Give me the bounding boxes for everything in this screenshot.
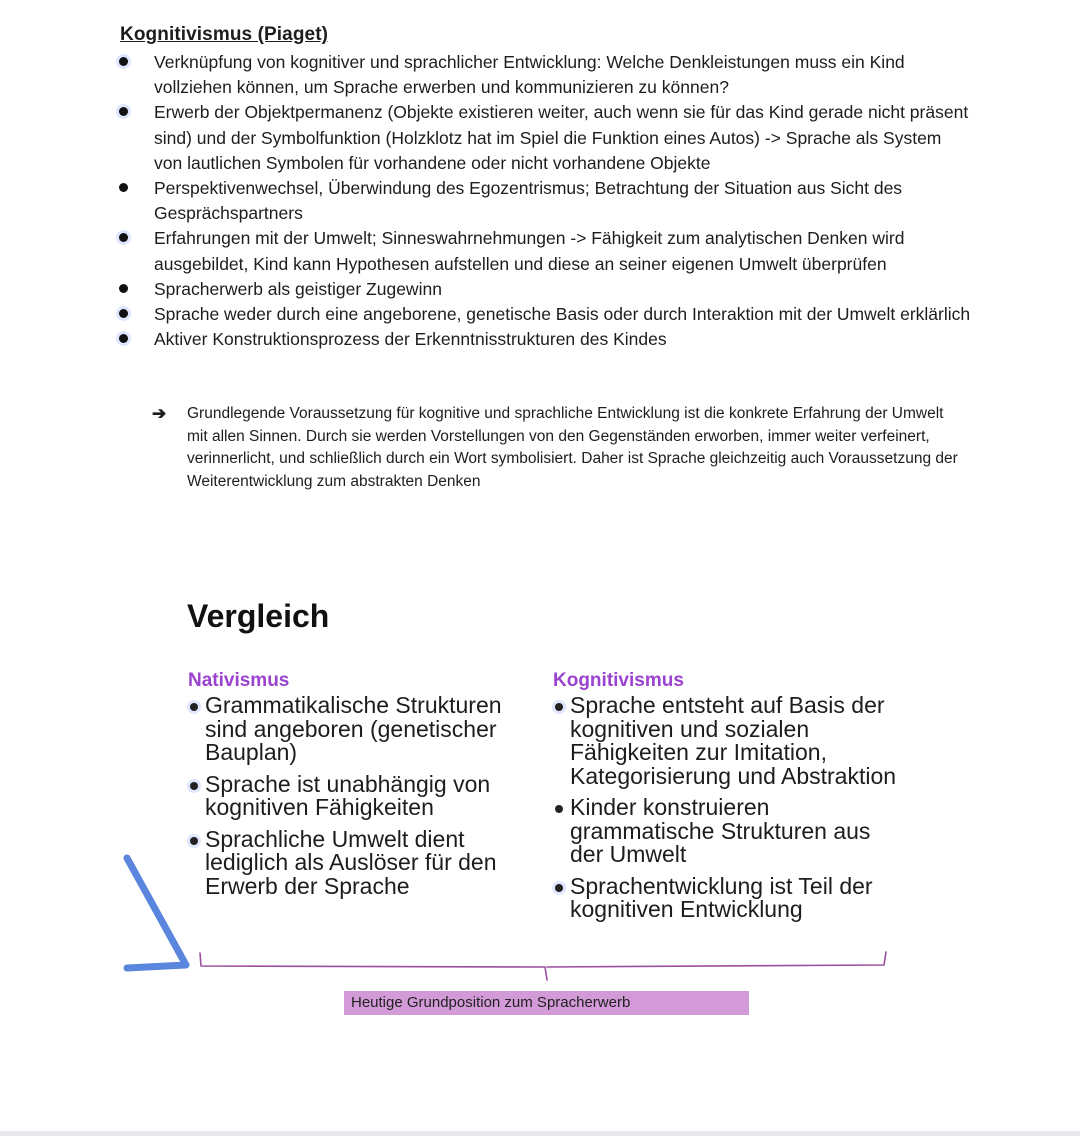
list-item-text: Sprachentwicklung ist Teil der kognitiven Entwicklung — [570, 872, 873, 922]
conclusion-text: Grundlegende Voraussetzung für kognitive und sprachliche Entwicklung ist die konkrete Erfahrung der Umwelt mit allen Sinnen. Durch sie werden Vorstellungen von den Gegenständen erworben, immer weiter verfeinert, verinnerlicht, und schließlich durch ein Wort symbolisiert. Daher ist Sprache gleichzeitig auch Voraussetzung der Weiterentwicklung zum abstrakten Denken — [187, 405, 958, 490]
arrow-right-icon: ➔ — [152, 404, 167, 423]
pen-stroke-drawing — [127, 858, 186, 968]
list-item-text: Sprachliche Umwelt dient lediglich als Auslöser für den Erwerb der Sprache — [205, 825, 497, 899]
page-divider — [0, 1131, 1080, 1136]
bullet-text: Aktiver Konstruktionsprozess der Erkenntnisstrukturen des Kindes — [154, 329, 667, 350]
bullet-text: Verknüpfung von kognitiver und sprachlicher Entwicklung: Welche Denkleistungen muss ein Kind vollziehen können, um Sprache erwerben und kommunizieren zu können? — [154, 52, 905, 98]
list-item-text: Grammatikalische Strukturen sind angeboren (genetischer Bauplan) — [205, 692, 502, 765]
bullet-text: Erwerb der Objektpermanenz (Objekte existieren weiter, auch wenn sie für das Kind gerade nicht präsent sind) und der Symbolfunktion (Holzklotz hat im Spiel die Funktion eines Autos) -> Sprache als System von lautlichen Symbolen für vorhandene oder nicht vorhandene Objekte — [154, 102, 969, 173]
cognitivism-title: Kognitivismus — [553, 670, 684, 691]
bullet-text: Perspektivenwechsel, Überwindung des Egozentrismus; Betrachtung der Situation aus Sicht des Gesprächspartners — [154, 178, 903, 224]
nativism-title: Nativismus — [188, 670, 290, 691]
bullet-text: Spracherwerb als geistiger Zugewinn — [154, 278, 442, 299]
section-heading: Kognitivismus (Piaget) — [120, 24, 329, 45]
curly-brace — [200, 952, 886, 980]
bullet-text: Erfahrungen mit der Umwelt; Sinneswahrnehmungen -> Fähigkeit zum analytischen Denken wird ausgebildet, Kind kann Hypothesen aufstellen und diese an seiner eigenen Umwelt überprüfen — [154, 228, 905, 274]
list-item-text: Kinder konstruieren grammatische Strukturen aus der Umwelt — [570, 794, 871, 867]
list-item-text: Sprache entsteht auf Basis der kognitiven und sozialen Fähigkeiten zur Imitation, Kategorisierung und Abstraktion — [570, 692, 897, 789]
summary-label: Heutige Grundposition zum Spracherwerb — [344, 991, 749, 1015]
list-item-text: Sprache ist unabhängig von kognitiven Fähigkeiten — [205, 770, 491, 820]
comparison-title: Vergleich — [187, 598, 330, 634]
bullet-text: Sprache weder durch eine angeborene, genetische Basis oder durch Interaktion mit der Umwelt erklärlich — [154, 304, 971, 325]
